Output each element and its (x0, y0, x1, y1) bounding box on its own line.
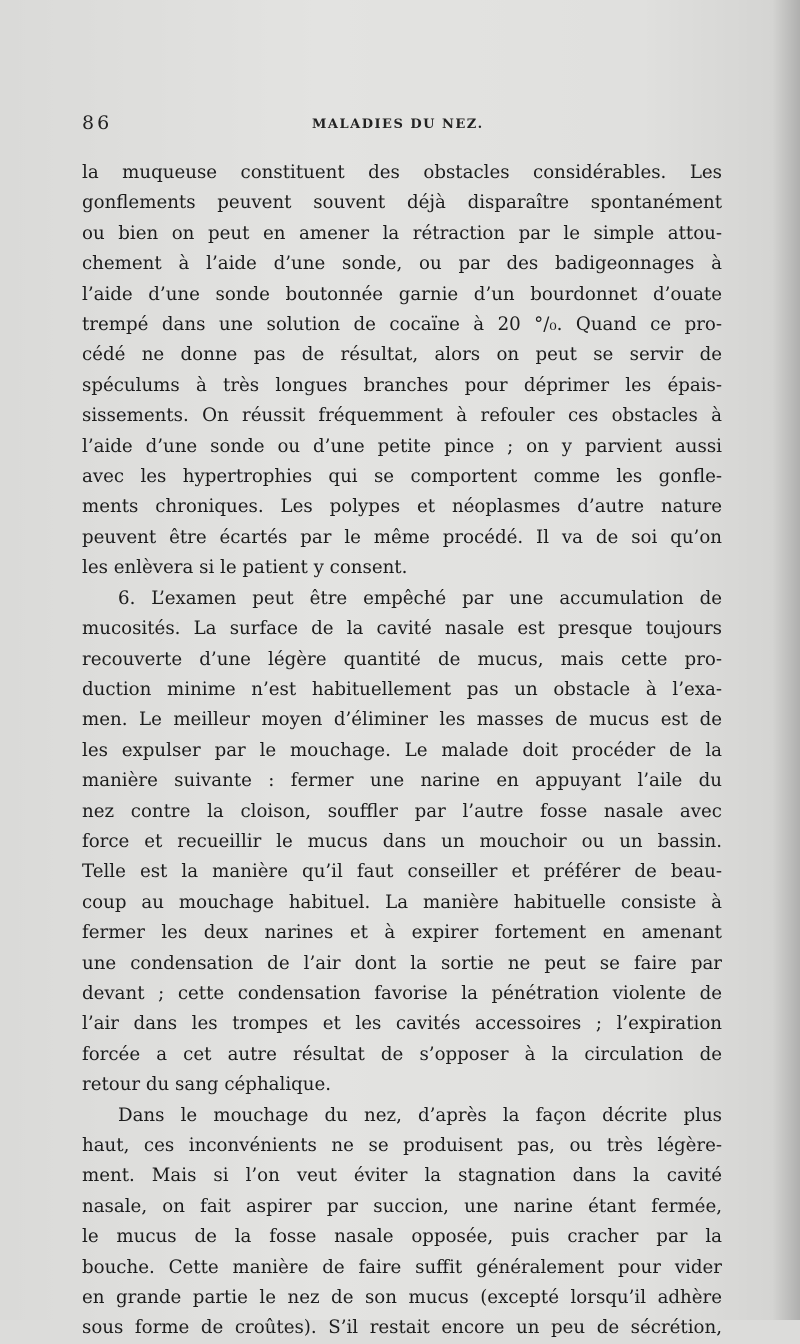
text-line: trempé dans une solution de cocaïne à 20 °/₀. Quand ce pro- (82, 314, 722, 336)
text-line: peuvent être écartés par le même procédé. Il va de soi qu’on (82, 526, 722, 548)
running-head: MALADIES DU NEZ. (312, 117, 484, 132)
text-line: Dans le mouchage du nez, d’après la façon décrite plus (118, 1104, 722, 1126)
text-line: forcée a cet autre résultat de s’opposer à la circulation de (82, 1043, 722, 1065)
text-line: fermer les deux narines et à expirer fortement en amenant (82, 922, 722, 944)
text-line: coup au mouchage habituel. La manière habituelle consiste à (82, 891, 722, 913)
text-line: ou bien on peut en amener la rétraction par le simple attou- (82, 222, 722, 244)
text-line: une condensation de l’air dont la sortie ne peut se faire par (82, 952, 722, 974)
text-line: haut, ces inconvénients ne se produisent pas, ou très légère- (82, 1135, 722, 1156)
text-line: l’aide d’une sonde ou d’une petite pince ; on y parvient aussi (82, 435, 722, 457)
page-number: 86 (82, 112, 113, 134)
text-line: sous forme de croûtes). S’il restait encore un peu de sécrétion, (82, 1317, 722, 1339)
text-line: 6. L’examen peut être empêché par une accumulation de (118, 587, 722, 609)
page-header (82, 112, 722, 142)
text-line: ment. Mais si l’on veut éviter la stagnation dans la cavité (82, 1165, 722, 1187)
text-line: force et recueillir le mucus dans un mouchoir ou un bassin. (82, 830, 722, 852)
text-line: mucosités. La surface de la cavité nasale est presque toujours (82, 618, 722, 640)
body-text (82, 158, 722, 1344)
text-line: recouverte d’une légère quantité de mucus, mais cette pro- (82, 648, 722, 670)
page-edge-shadow (772, 0, 800, 1320)
text-line: spéculums à très longues branches pour déprimer les épais- (82, 374, 722, 396)
text-line: retour du sang céphalique. (82, 1074, 332, 1096)
text-line: Telle est la manière qu’il faut conseiller et préférer de beau- (82, 861, 722, 883)
text-line: manière suivante : fermer une narine en appuyant l’aile du (82, 770, 722, 792)
text-line: men. Le meilleur moyen d’éliminer les masses de mucus est de (82, 709, 722, 731)
text-line: les enlèvera si le patient y consent. (82, 557, 408, 579)
text-line: bouche. Cette manière de faire suffit généralement pour vider (82, 1256, 722, 1278)
text-line: nez contre la cloison, souffler par l’autre fosse nasale avec (82, 800, 722, 822)
text-line: les expulser par le mouchage. Le malade doit procéder de la (82, 739, 722, 761)
text-line: la muqueuse constituent des obstacles considérables. Les (82, 162, 722, 183)
text-line: sissements. On réussit fréquemment à refouler ces obstacles à (82, 405, 722, 427)
text-line: nasale, on fait aspirer par succion, une narine étant fermée, (82, 1195, 722, 1217)
text-line: gonflements peuvent souvent déjà disparaître spontanément (82, 192, 722, 214)
text-line: le mucus de la fosse nasale opposée, puis cracher par la (82, 1226, 722, 1248)
text-line: cédé ne donne pas de résultat, alors on peut se servir de (82, 344, 722, 366)
text-line: l’air dans les trompes et les cavités accessoires ; l’expiration (82, 1013, 722, 1035)
text-line: l’aide d’une sonde boutonnée garnie d’un bourdonnet d’ouate (82, 283, 722, 305)
text-line: chement à l’aide d’une sonde, ou par des badigeonnages à (82, 253, 722, 275)
text-line: duction minime n’est habituellement pas un obstacle à l’exa- (82, 678, 722, 700)
text-line: devant ; cette condensation favorise la pénétration violente de (82, 982, 722, 1004)
text-line: ments chroniques. Les polypes et néoplasmes d’autre nature (82, 496, 722, 518)
text-line: avec les hypertrophies qui se comportent comme les gonfle- (82, 466, 722, 488)
text-line: en grande partie le nez de son mucus (excepté lorsqu’il adhère (82, 1287, 722, 1309)
